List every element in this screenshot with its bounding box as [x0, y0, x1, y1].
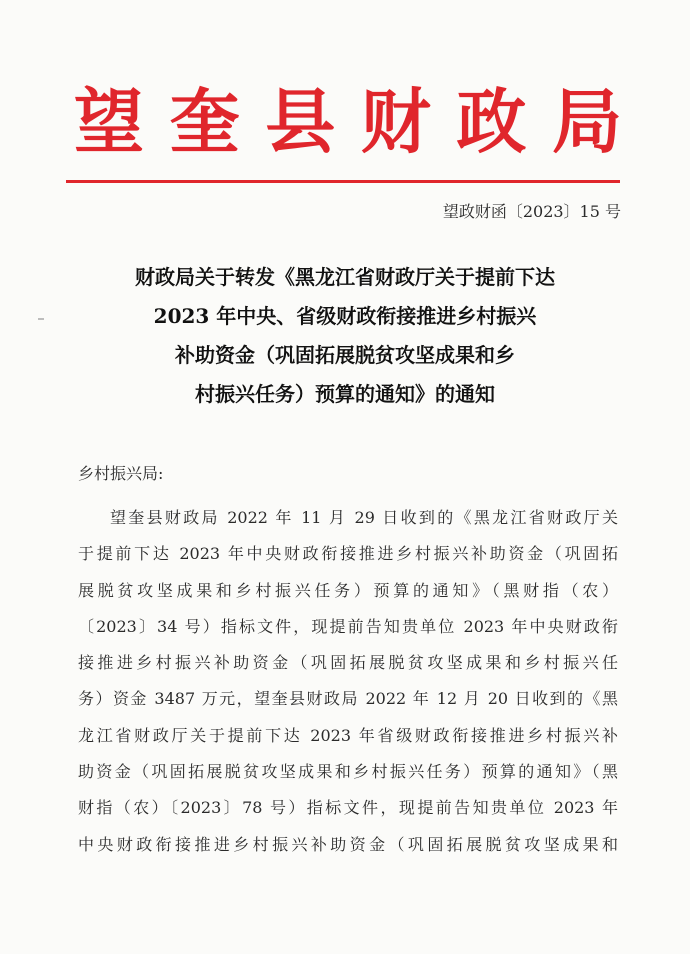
body-line: 助资金（巩固拓展脱贫攻坚成果和乡村振兴任务）预算的通知》（黑	[78, 762, 618, 782]
letterhead-char: 望	[74, 80, 144, 163]
letterhead-char: 奎	[169, 80, 240, 163]
body-line: 务）资金 3487 万元，望奎县财政局 2022 年 12 月 20 日收到的《黑	[78, 689, 618, 709]
body-line: 〔2023〕34 号）指标文件，现提前告知贵单位 2023 年中央财政衔	[78, 616, 618, 636]
document-title	[50, 258, 640, 414]
letterhead-divider	[66, 180, 620, 183]
body-line: 财指（农）〔2023〕78 号）指标文件，现提前告知贵单位 2023 年	[78, 798, 618, 818]
letterhead-char: 局	[551, 80, 622, 163]
addressee: 乡村振兴局:	[78, 464, 164, 483]
body-line: 接推进乡村振兴补助资金（巩固拓展脱贫攻坚成果和乡村振兴任	[78, 653, 618, 673]
title-line: 村振兴任务）预算的通知》的通知	[195, 382, 495, 406]
body-line: 中央财政衔接推进乡村振兴补助资金（巩固拓展脱贫攻坚成果和	[78, 834, 618, 854]
letterhead-char: 财	[360, 80, 431, 163]
body-line: 龙江省财政厅关于提前下达 2023 年省级财政衔接推进乡村振兴补	[78, 725, 618, 745]
letterhead-title	[74, 82, 622, 162]
title-line: 财政局关于转发《黑龙江省财政厅关于提前下达	[135, 265, 555, 289]
body-line: 望奎县财政局 2022 年 11 月 29 日收到的《黑龙江省财政厅关	[110, 508, 618, 527]
title-line: 补助资金（巩固拓展脱贫攻坚成果和乡	[175, 343, 515, 367]
margin-mark	[38, 318, 44, 320]
body-line: 展脱贫攻坚成果和乡村振兴任务）预算的通知》（黑财指（农）	[78, 580, 618, 600]
body-line: 于提前下达 2023 年中央财政衔接推进乡村振兴补助资金（巩固拓	[78, 544, 618, 564]
letterhead-char: 县	[265, 80, 336, 163]
body-text	[78, 500, 618, 863]
letterhead-char: 政	[456, 80, 527, 163]
title-line: 2023 年中央、省级财政衔接推进乡村振兴	[153, 304, 537, 328]
document-number: 望政财函〔2023〕15 号	[442, 202, 621, 221]
